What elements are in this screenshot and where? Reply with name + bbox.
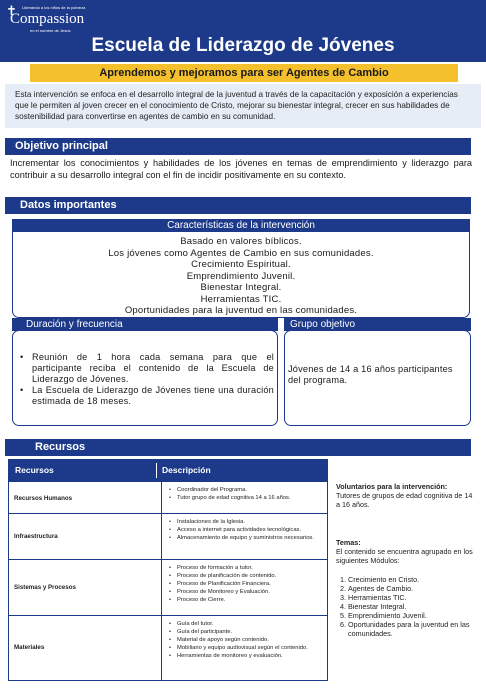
- column-divider: [161, 560, 162, 615]
- table-row: [9, 559, 327, 615]
- column-header-descripcion: Descripción: [162, 465, 211, 475]
- list-item: • Proceso de formación a tutor.: [169, 564, 321, 572]
- list-item: • Almacenamiento de equipo y suministros necesarios.: [169, 534, 321, 542]
- column-divider: [161, 514, 162, 559]
- intro-paragraph: Esta intervención se enfoca en el desarrollo integral de la juventud a través de la capacitación y exposición a experiencias que le permiten al joven crecer en el conocimiento de Cristo, mejorar su bienestar integral, crecer en sus habilidades de sostenibilidad para convertirse en agentes de cambio en su comunidad.: [5, 84, 481, 128]
- objetivo-text: Incrementar los conocimientos y habilidades de los jóvenes en temas de emprendimiento y liderazgo para contribuir a su desarrollo integral con el fin de incidir positivamente en su contexto.: [10, 158, 472, 180]
- list-item: • Acceso a internet para actividades tecnológicas.: [169, 526, 321, 534]
- caracteristica-item: Bienestar Integral.: [200, 282, 282, 293]
- list-item: • Guía del tutor.: [169, 620, 321, 628]
- table-header: [9, 460, 327, 481]
- header-banner: [0, 0, 486, 62]
- table-cell-description: [169, 518, 321, 542]
- caracteristica-item: Crecimiento Espiritual.: [191, 259, 291, 270]
- list-item: • Proceso de Planificación Financiera.: [169, 580, 321, 588]
- list-item: • Guía del participante.: [169, 628, 321, 636]
- temas-text: El contenido se encuentra agrupado en los siguientes Módulos:: [336, 547, 473, 565]
- voluntarios-text: Tutores de grupos de edad cognitiva de 14 a 16 años.: [336, 491, 473, 509]
- caracteristica-item: Emprendimiento Juvenil.: [186, 270, 296, 282]
- column-divider: [161, 482, 162, 513]
- grupo-heading: Grupo objetivo: [284, 318, 471, 331]
- caracteristica-item: Herramientas TIC.: [200, 293, 282, 305]
- column-divider: [161, 616, 162, 680]
- table-row: [9, 481, 327, 513]
- list-item: • Proceso de Monitoreo y Evaluación.: [169, 588, 321, 596]
- module-item: 4. Bienestar Integral.: [340, 602, 407, 611]
- list-item: • Instalaciones de la Iglesia.: [169, 518, 321, 526]
- voluntarios-label: Voluntarios para la intervención:: [336, 482, 448, 491]
- list-item: • Proceso de planificación de contenido.: [169, 572, 321, 580]
- temas-label: Temas:: [336, 538, 361, 547]
- caracteristicas-heading: Características de la intervención: [12, 219, 470, 232]
- module-item: 6. Oportunidades para la juventud en las comunidades.: [340, 620, 470, 638]
- list-item: • Herramientas de monitoreo y evaluación.: [169, 652, 321, 660]
- table-cell-category: Infraestructura: [14, 533, 58, 540]
- section-heading-datos: Datos importantes: [5, 197, 471, 214]
- table-cell-description: [169, 564, 321, 604]
- page-title: Escuela de Liderazgo de Jóvenes: [91, 35, 395, 56]
- section-heading-objetivo: Objetivo principal: [5, 138, 471, 155]
- duracion-item: • Reunión de 1 hora cada semana para que el participante reciba el contenido de la Escuela de Liderazgo de Jóvenes.: [18, 352, 274, 385]
- cross-logo-icon: ✝: [6, 3, 17, 18]
- table-cell-category: Materiales: [14, 644, 45, 651]
- caracteristica-item: Basado en valores bíblicos.: [180, 236, 302, 247]
- table-cell-description: [169, 620, 321, 660]
- table-cell-description: [169, 486, 321, 502]
- module-item: 1. Crecimiento en Cristo.: [340, 575, 420, 584]
- voluntarios-block: [336, 482, 476, 509]
- caracteristicas-list: [12, 236, 470, 317]
- caracteristica-item: Los jóvenes como Agentes de Cambio en sus comunidades.: [108, 247, 374, 259]
- subtitle-banner: Aprendemos y mejoramos para ser Agentes de Cambio: [30, 64, 458, 82]
- table-row: [9, 513, 327, 559]
- table-cell-category: Recursos Humanos: [14, 495, 73, 502]
- recursos-table: [8, 459, 328, 681]
- column-header-recursos: Recursos: [15, 465, 54, 475]
- table-row: [9, 615, 327, 680]
- logo-brand: Compassion: [10, 11, 85, 27]
- list-item: • Tutor grupo de edad cognitiva 14 a 16 años.: [169, 494, 321, 502]
- list-item: • Mobiliario y equipo audiovisual según el contenido.: [169, 644, 321, 652]
- module-item: 5. Emprendimiento Juvenil.: [340, 611, 427, 620]
- column-divider: [156, 463, 157, 478]
- logo-tagline: Liberando a los niños de la pobreza: [22, 5, 86, 10]
- duracion-list: [18, 352, 274, 407]
- list-item: • Proceso de Cierre.: [169, 596, 321, 604]
- module-item: 2. Agentes de Cambio.: [340, 584, 414, 593]
- duracion-item: • La Escuela de Liderazgo de Jóvenes tiene una duración estimada de 18 meses.: [18, 385, 274, 407]
- modules-list: [336, 575, 476, 638]
- list-item: • Coordinador del Programa.: [169, 486, 321, 494]
- table-cell-category: Sistemas y Procesos: [14, 584, 76, 591]
- logo-tagline-secondary: en el nombre de Jesús: [30, 28, 71, 33]
- list-item: • Material de apoyo según contenido.: [169, 636, 321, 644]
- caracteristica-item: Oportunidades para la juventud en las comunidades.: [124, 305, 358, 316]
- compassion-logo: [6, 4, 90, 34]
- grupo-text: Jóvenes de 14 a 16 años participantes del programa.: [288, 364, 453, 385]
- duracion-heading: Duración y frecuencia: [12, 318, 278, 331]
- temas-block: [336, 538, 476, 638]
- section-heading-recursos: Recursos: [5, 439, 471, 456]
- module-item: 3. Herramientas TIC.: [340, 593, 407, 602]
